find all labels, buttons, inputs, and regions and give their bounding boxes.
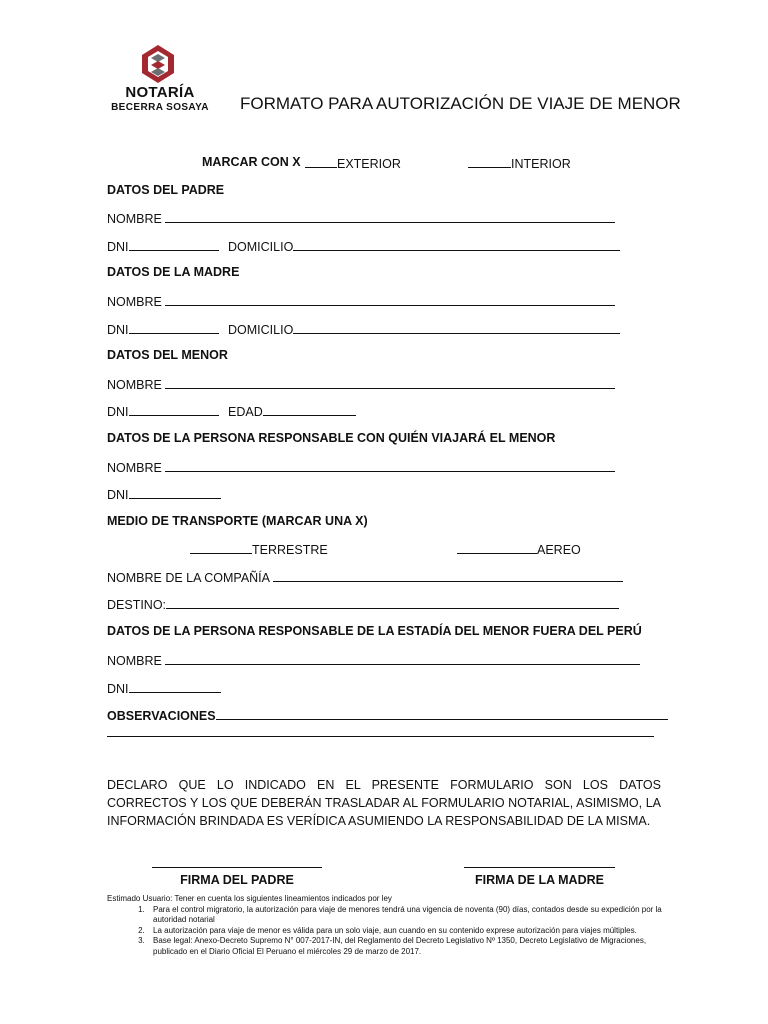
terrestre-option[interactable] <box>190 541 328 557</box>
madre-heading: DATOS DE LA MADRE <box>107 265 240 279</box>
responsable-viaje-heading: DATOS DE LA PERSONA RESPONSABLE CON QUIÉN VIAJARÁ EL MENOR <box>107 431 556 445</box>
notary-emblem-icon <box>140 44 176 84</box>
compania-row <box>107 569 623 585</box>
exterior-label: EXTERIOR <box>337 157 401 171</box>
madre-domicilio-field[interactable] <box>293 321 620 334</box>
padre-dni-field[interactable] <box>129 238 219 251</box>
padre-nombre-field[interactable] <box>165 210 615 223</box>
padre-domicilio-label: DOMICILIO <box>228 240 294 254</box>
responsable-viaje-nombre-row <box>107 459 615 475</box>
legal-notes <box>107 894 667 957</box>
aereo-label: AEREO <box>537 543 581 557</box>
padre-dni-row <box>107 238 620 254</box>
responsable-estadia-heading: DATOS DE LA PERSONA RESPONSABLE DE LA ESTADÍA DEL MENOR FUERA DEL PERÚ <box>107 624 642 638</box>
menor-edad-field[interactable] <box>263 403 356 416</box>
responsable-estadia-dni-label: DNI <box>107 682 129 696</box>
page-title: FORMATO PARA AUTORIZACIÓN DE VIAJE DE MENOR <box>240 94 681 113</box>
madre-nombre-field[interactable] <box>165 293 615 306</box>
padre-dni-label: DNI <box>107 240 129 254</box>
responsable-estadia-nombre-label: NOMBRE <box>107 654 162 668</box>
madre-nombre-row <box>107 293 615 309</box>
note-item: 3. Base legal: Anexo-Decreto Supremo N° 007-2017-IN, del Reglamento del Decreto Legislativo Nº 1350, Decreto Legislativo de Migraciones, publicado en el Diario Oficial El Peruano el miércoles 29 de marzo de 2017. <box>147 936 667 957</box>
logo-subname: BECERRA SOSAYA <box>111 102 209 113</box>
madre-dni-row <box>107 321 620 337</box>
destino-label: DESTINO: <box>107 598 167 612</box>
destino-field[interactable] <box>166 596 619 609</box>
padre-nombre-label: NOMBRE <box>107 212 162 226</box>
responsable-viaje-dni-row <box>107 486 221 502</box>
menor-dni-row <box>107 403 356 419</box>
logo-name: NOTARÍA <box>125 84 195 101</box>
interior-blank[interactable] <box>468 155 511 168</box>
compania-field[interactable] <box>273 569 623 582</box>
menor-nombre-label: NOMBRE <box>107 378 162 392</box>
notes-intro: Estimado Usuario: Tener en cuenta los siguientes lineamientos indicados por ley <box>107 894 392 903</box>
marcar-row <box>202 155 301 169</box>
firma-madre-line[interactable] <box>464 867 615 868</box>
menor-dni-label: DNI <box>107 405 129 419</box>
menor-edad-label: EDAD <box>228 405 263 419</box>
madre-domicilio-label: DOMICILIO <box>228 323 294 337</box>
madre-dni-field[interactable] <box>129 321 219 334</box>
firma-padre-line[interactable] <box>152 867 322 868</box>
padre-heading: DATOS DEL PADRE <box>107 183 225 197</box>
madre-dni-label: DNI <box>107 323 129 337</box>
responsable-estadia-nombre-field[interactable] <box>165 652 640 665</box>
note-item: 1. Para el control migratorio, la autorización para viaje de menores tendrá una vigencia de noventa (90) días, contados desde su expedición por la autoridad notarial <box>147 905 667 926</box>
responsable-estadia-dni-row <box>107 680 221 696</box>
aereo-blank[interactable] <box>457 541 537 554</box>
transporte-heading: MEDIO DE TRANSPORTE (MARCAR UNA X) <box>107 514 368 528</box>
observaciones-label: OBSERVACIONES <box>107 709 216 723</box>
responsable-viaje-dni-label: DNI <box>107 488 129 502</box>
aereo-option[interactable] <box>457 541 581 557</box>
exterior-option[interactable] <box>305 155 401 171</box>
note-item: 2. La autorización para viaje de menor es válida para un solo viaje, aun cuando en su contenido exprese autorización para viajes múltiples. <box>147 926 667 937</box>
compania-label: NOMBRE DE LA COMPAÑÍA <box>107 571 270 585</box>
responsable-estadia-nombre-row <box>107 652 640 668</box>
firma-madre-label: FIRMA DE LA MADRE <box>475 873 604 887</box>
responsable-viaje-nombre-field[interactable] <box>165 459 615 472</box>
declaration-text: DECLARO QUE LO INDICADO EN EL PRESENTE FORMULARIO SON LOS DATOS CORRECTOS Y LOS QUE DEBERÁN TRASLADAR AL FORMULARIO NOTARIAL, ASIMISMO, LA INFORMACIÓN BRINDADA ES VERÍDICA ASUMIENDO LA RESPONSABILIDAD DE LA MISMA. <box>107 778 661 828</box>
menor-heading: DATOS DEL MENOR <box>107 348 228 362</box>
firma-padre-label: FIRMA DEL PADRE <box>180 873 294 887</box>
menor-dni-field[interactable] <box>129 403 219 416</box>
responsable-viaje-nombre-label: NOMBRE <box>107 461 162 475</box>
notary-logo <box>104 44 216 116</box>
exterior-blank[interactable] <box>305 155 337 168</box>
padre-nombre-row <box>107 210 615 226</box>
responsable-viaje-dni-field[interactable] <box>129 486 221 499</box>
menor-nombre-field[interactable] <box>165 376 615 389</box>
terrestre-label: TERRESTRE <box>252 543 328 557</box>
observaciones-row <box>107 707 668 723</box>
menor-nombre-row <box>107 376 615 392</box>
observaciones-field[interactable] <box>216 707 668 720</box>
interior-option[interactable] <box>468 155 571 171</box>
observaciones-field-line-2[interactable] <box>107 736 654 737</box>
padre-domicilio-field[interactable] <box>293 238 620 251</box>
interior-label: INTERIOR <box>511 157 571 171</box>
responsable-estadia-dni-field[interactable] <box>129 680 221 693</box>
notes-list <box>107 905 667 958</box>
madre-nombre-label: NOMBRE <box>107 295 162 309</box>
marcar-label: MARCAR CON X <box>202 155 301 169</box>
terrestre-blank[interactable] <box>190 541 252 554</box>
destino-row <box>107 596 619 612</box>
